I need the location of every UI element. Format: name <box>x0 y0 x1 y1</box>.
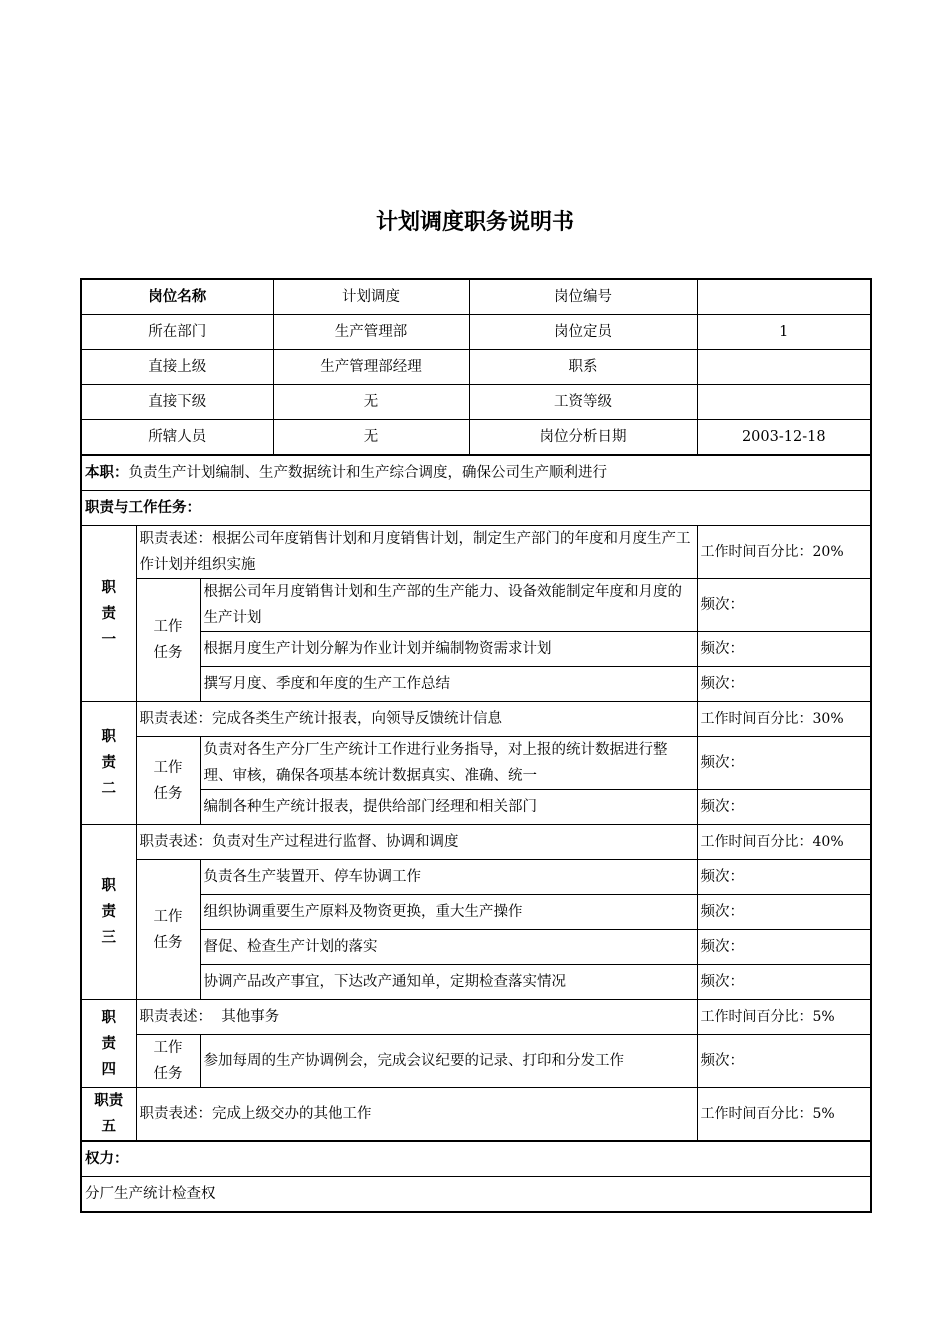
task-label-text: 工作任务 <box>153 759 183 802</box>
department-label: 所在部门 <box>81 315 273 350</box>
duty-statement: 职责表述：负责对生产过程进行监督、协调和调度 <box>136 825 697 860</box>
task-frequency: 频次： <box>697 737 871 790</box>
duty-percent: 工作时间百分比：30% <box>697 702 871 737</box>
position-no-value <box>697 279 871 315</box>
position-no-label: 岗位编号 <box>469 279 697 315</box>
task-label-text: 工作任务 <box>153 908 183 951</box>
task-label-text: 工作任务 <box>153 619 183 661</box>
summary-row <box>81 455 871 491</box>
summary-text: 负责生产计划编制、生产数据统计和生产综合调度，确保公司生产顺利进行 <box>128 465 607 481</box>
duty-task-row <box>81 667 871 702</box>
task-frequency: 频次： <box>697 1035 871 1088</box>
job-description-table <box>80 278 872 1213</box>
department-value: 生产管理部 <box>273 315 469 350</box>
duty-task-row <box>81 1035 871 1088</box>
duty-name <box>81 1000 136 1088</box>
subordinate-value: 无 <box>273 385 469 420</box>
task-frequency: 频次： <box>697 667 871 702</box>
salary-value <box>697 385 871 420</box>
duty-name-text: 职责四 <box>101 1009 116 1078</box>
task-label <box>136 860 200 1000</box>
task-text: 组织协调重要生产原料及物资更换，重大生产操作 <box>200 895 697 930</box>
task-text: 督促、检查生产计划的落实 <box>200 930 697 965</box>
task-label <box>136 579 200 702</box>
staff-label: 所辖人员 <box>81 420 273 456</box>
position-name-label: 岗位名称 <box>81 279 273 315</box>
task-text: 参加每周的生产协调例会，完成会议纪要的记录、打印和分发工作 <box>200 1035 697 1088</box>
task-text: 撰写月度、季度和年度的生产工作总结 <box>200 667 697 702</box>
duties-header: 职责与工作任务： <box>81 491 871 526</box>
analysis-date-value: 2003-12-18 <box>697 420 871 456</box>
task-text: 负责各生产装置开、停车协调工作 <box>200 860 697 895</box>
task-frequency: 频次： <box>697 579 871 632</box>
task-text: 编制各种生产统计报表，提供给部门经理和相关部门 <box>200 790 697 825</box>
task-label-text: 工作任务 <box>153 1040 183 1082</box>
task-frequency: 频次： <box>697 930 871 965</box>
subordinate-label: 直接下级 <box>81 385 273 420</box>
duty-statement-row <box>81 1088 871 1142</box>
headcount-value: 1 <box>697 315 871 350</box>
task-frequency: 频次： <box>697 965 871 1000</box>
duty-statement: 职责表述：完成各类生产统计报表，向领导反馈统计信息 <box>136 702 697 737</box>
info-row <box>81 315 871 350</box>
task-text: 根据月度生产计划分解为作业计划并编制物资需求计划 <box>200 632 697 667</box>
duty-task-row <box>81 965 871 1000</box>
task-label <box>136 737 200 825</box>
info-row <box>81 279 871 315</box>
task-text: 负责对各生产分厂生产统计工作进行业务指导，对上报的统计数据进行整理、审核，确保各项基本统计数据真实、准确、统一 <box>200 737 697 790</box>
info-row <box>81 385 871 420</box>
duty-task-row <box>81 895 871 930</box>
duty-task-row <box>81 790 871 825</box>
duty-name <box>81 702 136 825</box>
authority-item-row <box>81 1177 871 1213</box>
authority-header-row <box>81 1141 871 1177</box>
summary-label: 本职： <box>85 465 129 481</box>
headcount-label: 岗位定员 <box>469 315 697 350</box>
duties-header-row <box>81 491 871 526</box>
duty-percent: 工作时间百分比：5% <box>697 1088 871 1142</box>
duty-name-text: 职责一 <box>101 579 116 648</box>
task-frequency: 频次： <box>697 895 871 930</box>
superior-value: 生产管理部经理 <box>273 350 469 385</box>
duty-task-row <box>81 860 871 895</box>
duty-name <box>81 1088 136 1142</box>
task-text: 协调产品改产事宜，下达改产通知单，定期检查落实情况 <box>200 965 697 1000</box>
duty-statement-row <box>81 1000 871 1035</box>
task-label <box>136 1035 200 1088</box>
duty-task-row <box>81 579 871 632</box>
authority-label: 权力： <box>81 1141 871 1177</box>
duty-percent: 工作时间百分比：5% <box>697 1000 871 1035</box>
duty-percent: 工作时间百分比：40% <box>697 825 871 860</box>
salary-label: 工资等级 <box>469 385 697 420</box>
duty-name <box>81 526 136 702</box>
authority-item: 分厂生产统计检查权 <box>81 1177 871 1213</box>
task-text: 根据公司年月度销售计划和生产部的生产能力、设备效能制定年度和月度的生产计划 <box>200 579 697 632</box>
series-value <box>697 350 871 385</box>
superior-label: 直接上级 <box>81 350 273 385</box>
duty-name-text: 职责二 <box>101 729 116 797</box>
duty-name-text: 职责五 <box>94 1093 124 1135</box>
position-name-value: 计划调度 <box>273 279 469 315</box>
duty-statement-row <box>81 526 871 579</box>
duty-statement-row <box>81 825 871 860</box>
duty-statement: 职责表述：根据公司年度销售计划和月度销售计划，制定生产部门的年度和月度生产工作计划并组织实施 <box>136 526 697 579</box>
duty-task-row <box>81 737 871 790</box>
task-frequency: 频次： <box>697 790 871 825</box>
duty-statement: 职责表述： 其他事务 <box>136 1000 697 1035</box>
duty-name-text: 职责三 <box>101 878 116 946</box>
duty-name <box>81 825 136 1000</box>
staff-value: 无 <box>273 420 469 456</box>
duty-task-row <box>81 930 871 965</box>
duty-statement: 职责表述：完成上级交办的其他工作 <box>136 1088 697 1142</box>
task-frequency: 频次： <box>697 860 871 895</box>
duty-task-row <box>81 632 871 667</box>
summary-cell <box>81 455 871 491</box>
info-row <box>81 420 871 456</box>
duty-percent: 工作时间百分比：20% <box>697 526 871 579</box>
duty-statement-row <box>81 702 871 737</box>
task-frequency: 频次： <box>697 632 871 667</box>
series-label: 职系 <box>469 350 697 385</box>
analysis-date-label: 岗位分析日期 <box>469 420 697 456</box>
info-row <box>81 350 871 385</box>
page-title: 计划调度职务说明书 <box>375 210 574 235</box>
